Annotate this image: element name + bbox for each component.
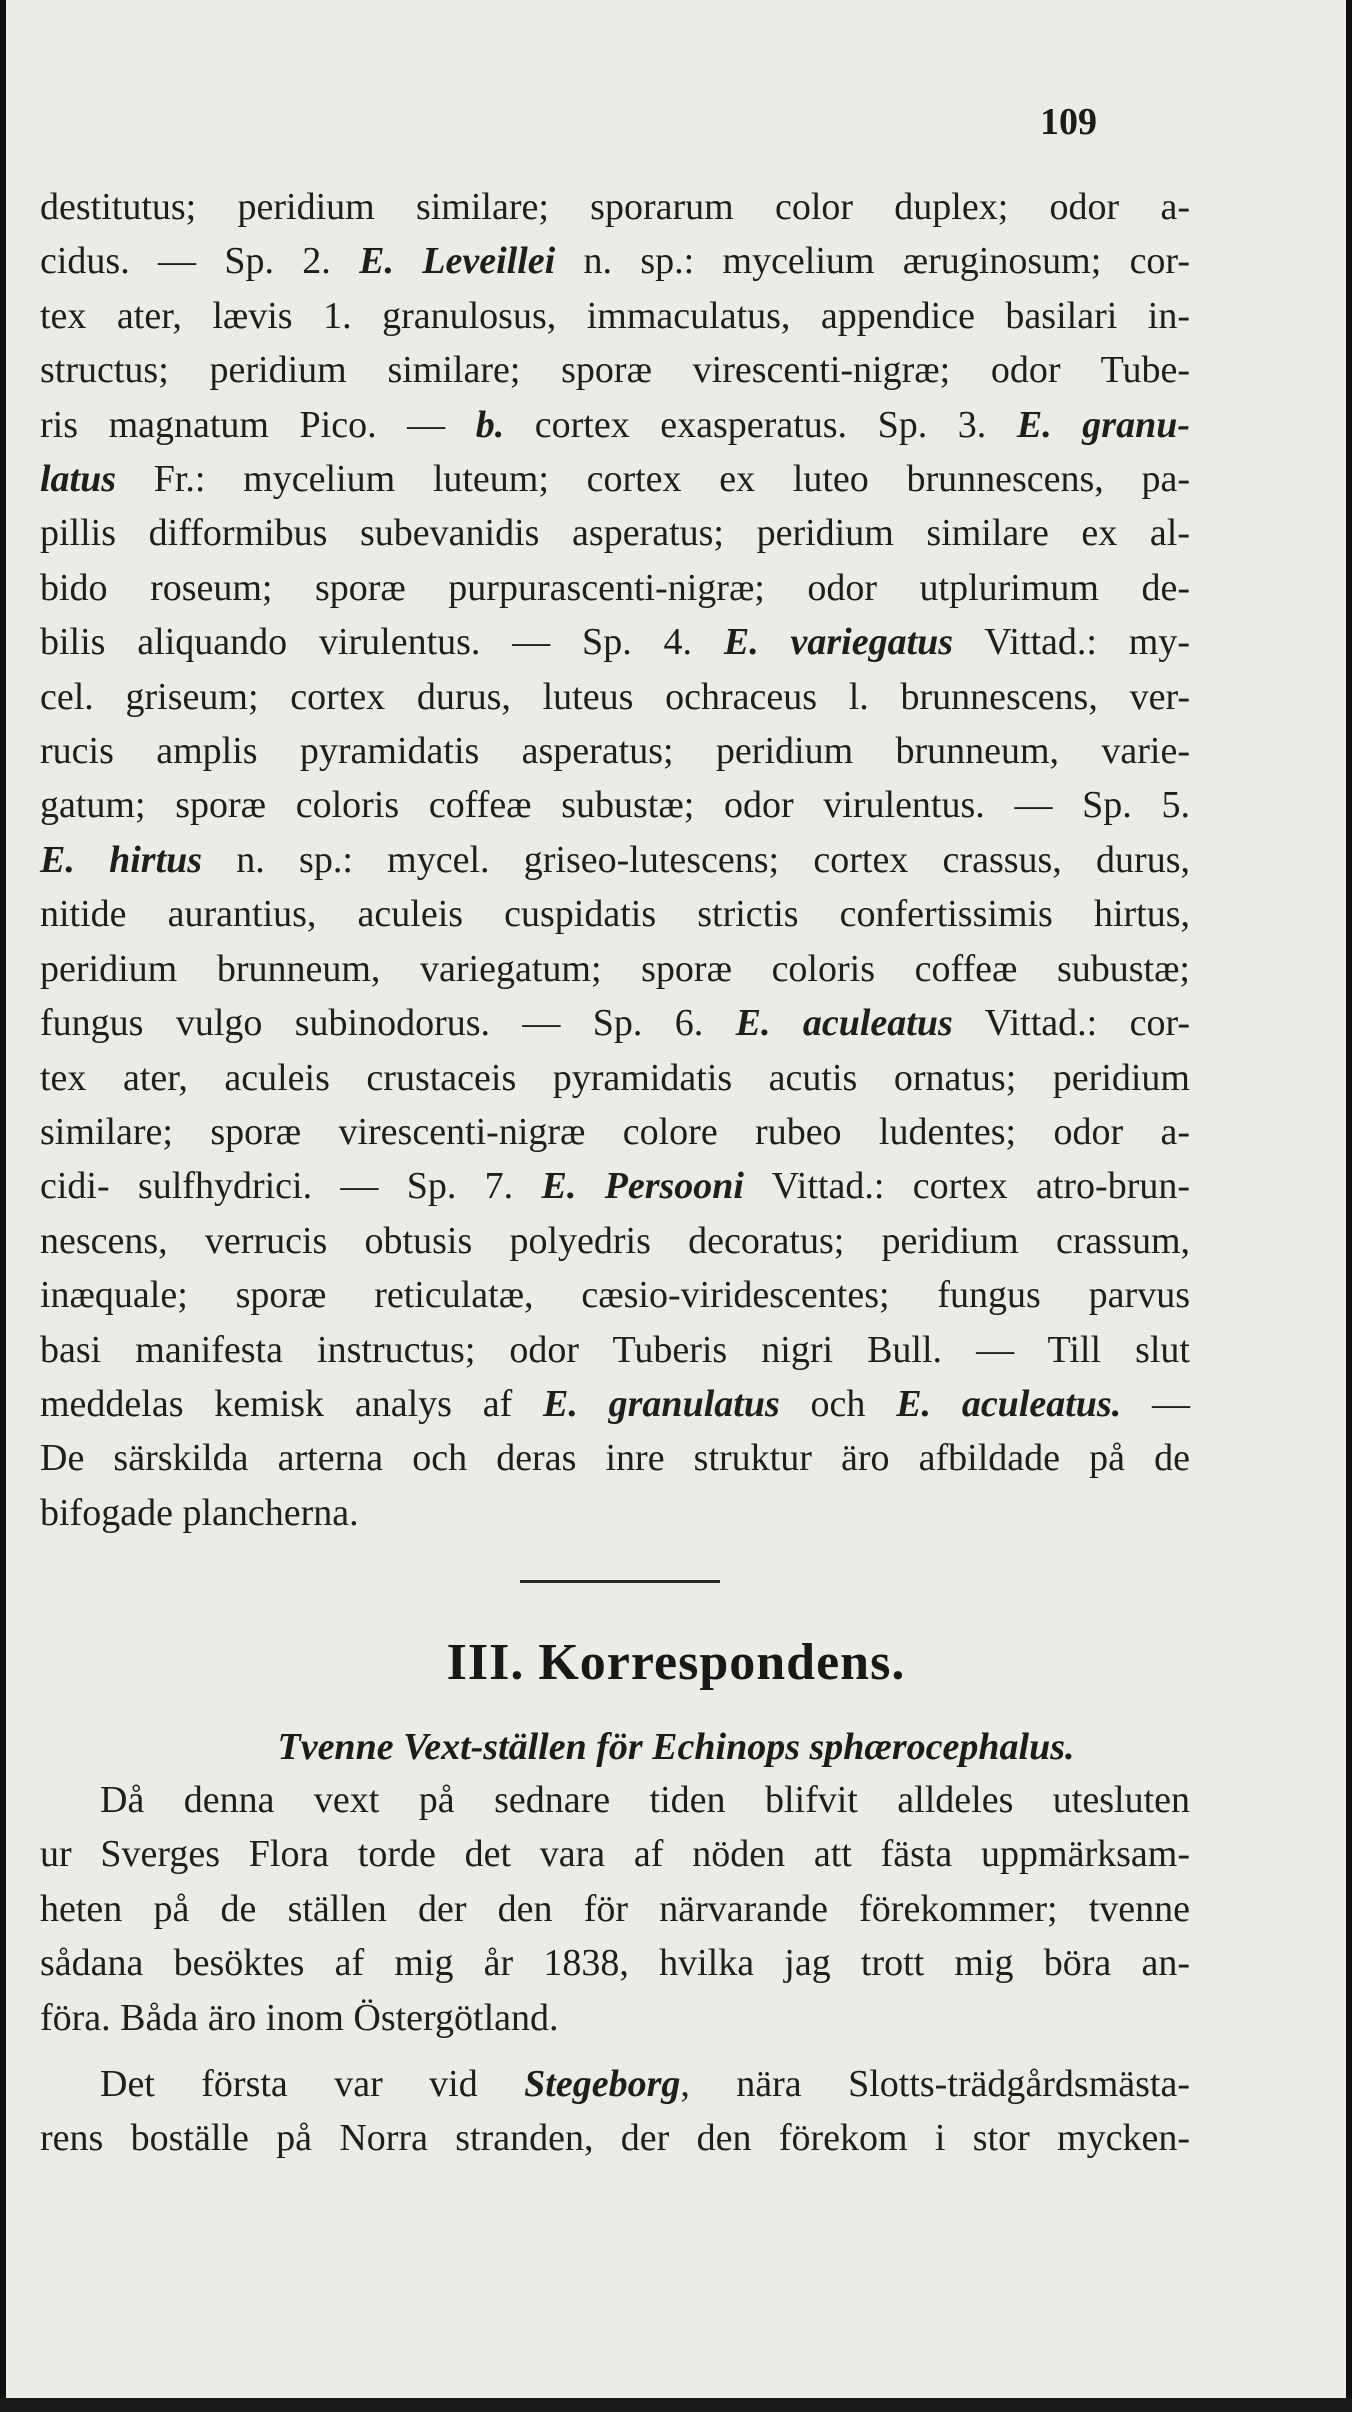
text-line: tex ater, aculeis crustaceis pyramidatis acutis ornatus; peridium xyxy=(40,1056,1190,1099)
text-line: cidus. — Sp. 2. E. Leveillei n. sp.: mycelium æruginosum; cor- xyxy=(40,240,1190,283)
text-line: latus Fr.: mycelium luteum; cortex ex luteo brunnescens, pa- xyxy=(40,458,1190,501)
text-line: sådana besöktes af mig år 1838, hvilka jag trott mig böra an- xyxy=(40,1942,1190,1985)
paragraph-correspondence xyxy=(40,1773,1190,2166)
page-number: 109 xyxy=(1040,101,1097,143)
paragraph-species-descriptions xyxy=(40,180,1190,1540)
text-line: inæquale; sporæ reticulatæ, cæsio-viridescentes; fungus parvus xyxy=(40,1274,1190,1317)
text-line: Det första var vid Stegeborg, nära Slotts-trädgårdsmästa- xyxy=(100,2063,1191,2106)
scan-edge xyxy=(0,2398,1352,2412)
text-line: structus; peridium similare; sporæ virescenti-nigræ; odor Tube- xyxy=(40,349,1190,392)
text-line: nitide aurantius, aculeis cuspidatis strictis confertissimis hirtus, xyxy=(40,893,1190,936)
text-line: peridium brunneum, variegatum; sporæ coloris coffeæ subustæ; xyxy=(40,947,1190,990)
text-line: Då denna vext på sednare tiden blifvit alldeles utesluten xyxy=(100,1779,1190,1821)
text-line: rens boställe på Norra stranden, der den förekom i stor mycken- xyxy=(40,2117,1190,2160)
text-line: cidi- sulfhydrici. — Sp. 7. E. Persooni Vittad.: cortex atro-brun- xyxy=(40,1165,1190,1208)
text-line: bido roseum; sporæ purpurascenti-nigræ; odor utplurimum de- xyxy=(40,566,1190,609)
text-line: destitutus; peridium similare; sporarum color duplex; odor a- xyxy=(40,186,1190,228)
text-line: rucis amplis pyramidatis asperatus; peridium brunneum, varie- xyxy=(40,730,1190,773)
section-subheading: Tvenne Vext-ställen för Echinops sphærocephalus. xyxy=(277,1726,1075,1768)
text-line: ris magnatum Pico. — b. cortex exasperatus. Sp. 3. E. granu- xyxy=(40,403,1190,446)
section-heading: III. Korrespondens. xyxy=(446,1634,906,1691)
text-line: E. hirtus n. sp.: mycel. griseo-lutescens; cortex crassus, durus, xyxy=(40,838,1190,881)
text-line: De särskilda arterna och deras inre struktur äro afbildade på de xyxy=(40,1437,1190,1480)
text-line: bifogade plancherna. xyxy=(40,1491,359,1534)
text-line: heten på de ställen der den för närvarande förekommer; tvenne xyxy=(40,1887,1190,1930)
section-divider xyxy=(520,1580,720,1583)
text-line: similare; sporæ virescenti-nigræ colore rubeo ludentes; odor a- xyxy=(40,1110,1190,1153)
text-line: pillis difformibus subevanidis asperatus; peridium similare ex al- xyxy=(40,512,1190,555)
text-line: basi manifesta instructus; odor Tuberis nigri Bull. — Till slut xyxy=(40,1328,1190,1371)
text-line: föra. Båda äro inom Östergötland. xyxy=(40,1996,559,2039)
text-line: meddelas kemisk analys af E. granulatus och E. aculeatus. — xyxy=(40,1382,1191,1425)
text-line: gatum; sporæ coloris coffeæ subustæ; odor virulentus. — Sp. 5. xyxy=(40,784,1190,827)
text-line: tex ater, lævis 1. granulosus, immaculatus, appendice basilari in- xyxy=(40,294,1190,337)
text-line: nescens, verrucis obtusis polyedris decoratus; peridium crassum, xyxy=(40,1219,1190,1262)
text-line: fungus vulgo subinodorus. — Sp. 6. E. aculeatus Vittad.: cor- xyxy=(40,1002,1191,1045)
text-line: ur Sverges Flora torde det vara af nöden att fästa uppmärksam- xyxy=(40,1833,1190,1876)
text-line: cel. griseum; cortex durus, luteus ochraceus l. brunnescens, ver- xyxy=(40,675,1190,718)
text-line: bilis aliquando virulentus. — Sp. 4. E. variegatus Vittad.: my- xyxy=(40,621,1190,664)
